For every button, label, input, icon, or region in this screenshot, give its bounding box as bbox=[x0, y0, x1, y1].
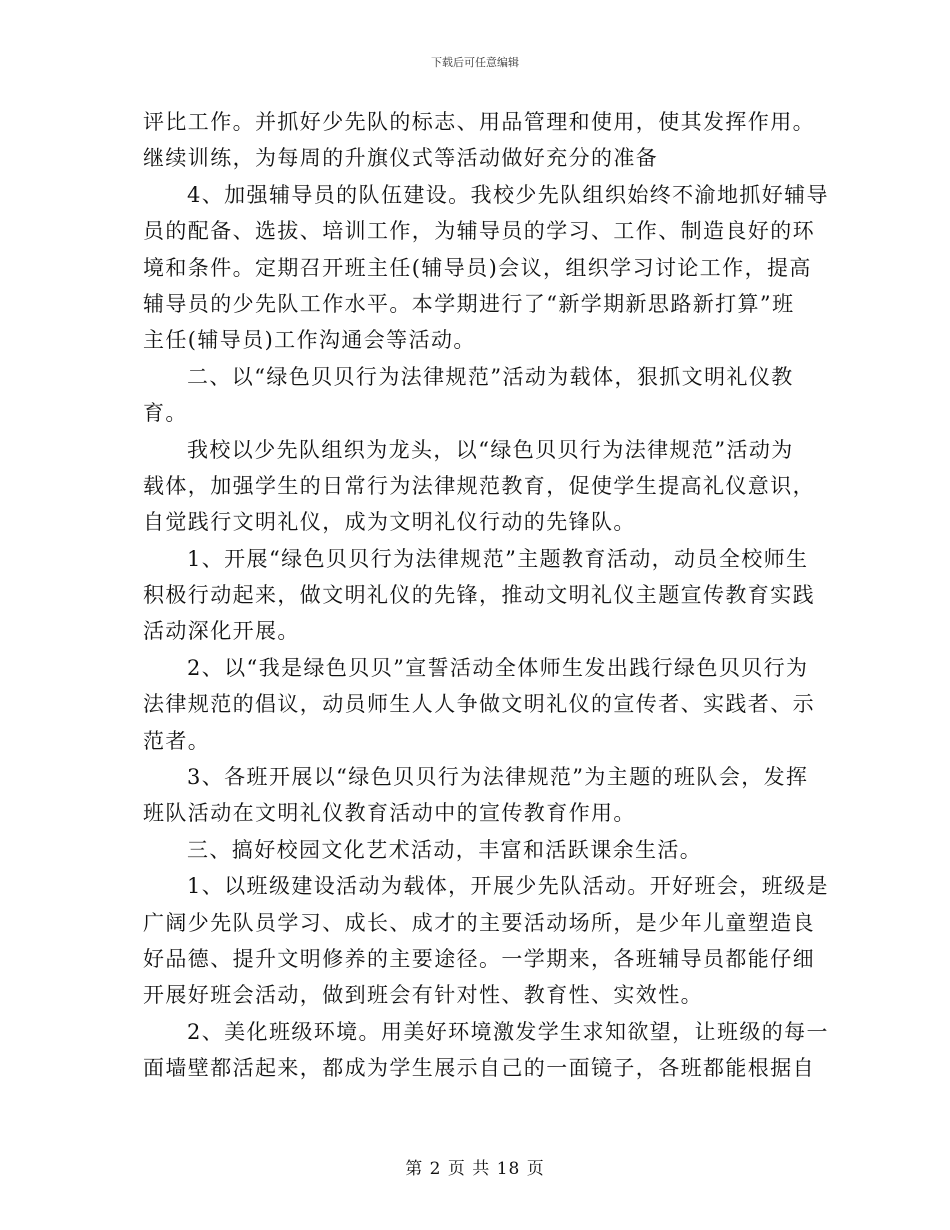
text-line: 1、开展“绿色贝贝行为法律规范”主题教育活动，动员全校师生 bbox=[187, 546, 809, 571]
text-line: 评比工作。并抓好少先队的标志、用品管理和使用，使其发挥作用。 bbox=[143, 110, 815, 134]
text-line: 三、搞好校园文化艺术活动，丰富和活跃课余生活。 bbox=[187, 837, 703, 862]
text-line: 二、以“绿色贝贝行为法律规范”活动为载体，狠抓文明礼仪教 bbox=[187, 364, 794, 389]
text-line: 广阔少先队员学习、成长、成才的主要活动场所，是少年儿童塑造良 bbox=[143, 910, 815, 935]
text-line: 3、各班开展以“绿色贝贝行为法律规范”为主题的班队会，发挥 bbox=[187, 765, 809, 790]
text-line: 法律规范的倡议，动员师生人人争做文明礼仪的宣传者、实践者、示 bbox=[143, 692, 815, 717]
text-line: 活动深化开展。 bbox=[143, 619, 300, 644]
text-line: 范者。 bbox=[143, 728, 211, 753]
text-line: 积极行动起来，做文明礼仪的先锋，推动文明礼仪主题宣传教育实践 bbox=[143, 583, 815, 608]
text-line: 4、加强辅导员的队伍建设。我校少先队组织始终不渝地抓好辅导 bbox=[187, 182, 829, 207]
text-line: 继续训练，为每周的升旗仪式等活动做好充分的准备 bbox=[143, 146, 659, 171]
text-line: 载体，加强学生的日常行为法律规范教育，促使学生提高礼仪意识， bbox=[143, 473, 815, 498]
text-line: 2、以“我是绿色贝贝”宣誓活动全体师生发出践行绿色贝贝行为 bbox=[187, 655, 809, 680]
document-body bbox=[143, 104, 829, 1087]
text-line: 2、美化班级环境。用美好环境激发学生求知欲望，让班级的每一 bbox=[187, 1019, 829, 1044]
text-line: 我校以少先队组织为龙头，以“绿色贝贝行为法律规范”活动为 bbox=[187, 437, 794, 462]
text-line: 境和条件。定期召开班主任(辅导员)会议，组织学习讨论工作，提高 bbox=[143, 255, 812, 280]
page-footer: 第 2 页 共 18 页 bbox=[405, 1159, 545, 1179]
text-line: 班队活动在文明礼仪教育活动中的宣传教育作用。 bbox=[143, 801, 636, 826]
text-line: 1、以班级建设活动为载体，开展少先队活动。开好班会，班级是 bbox=[187, 874, 829, 899]
page-header: 下载后可任意编辑 bbox=[431, 56, 519, 69]
text-line: 好品德、提升文明修养的主要途径。一学期来，各班辅导员都能仔细 bbox=[143, 946, 815, 971]
text-line: 开展好班会活动，做到班会有针对性、教育性、实效性。 bbox=[143, 983, 703, 1008]
text-line: 自觉践行文明礼仪，成为文明礼仪行动的先锋队。 bbox=[143, 510, 636, 535]
text-line: 面墙壁都活起来，都成为学生展示自己的一面镜子，各班都能根据自 bbox=[143, 1056, 815, 1081]
text-line: 主任(辅导员)工作沟通会等活动。 bbox=[143, 328, 476, 353]
text-line: 员的配备、选拔、培训工作，为辅导员的学习、工作、制造良好的环 bbox=[143, 219, 815, 244]
text-line: 育。 bbox=[143, 401, 188, 426]
text-line: 辅导员的少先队工作水平。本学期进行了“新学期新思路新打算”班 bbox=[143, 291, 795, 316]
